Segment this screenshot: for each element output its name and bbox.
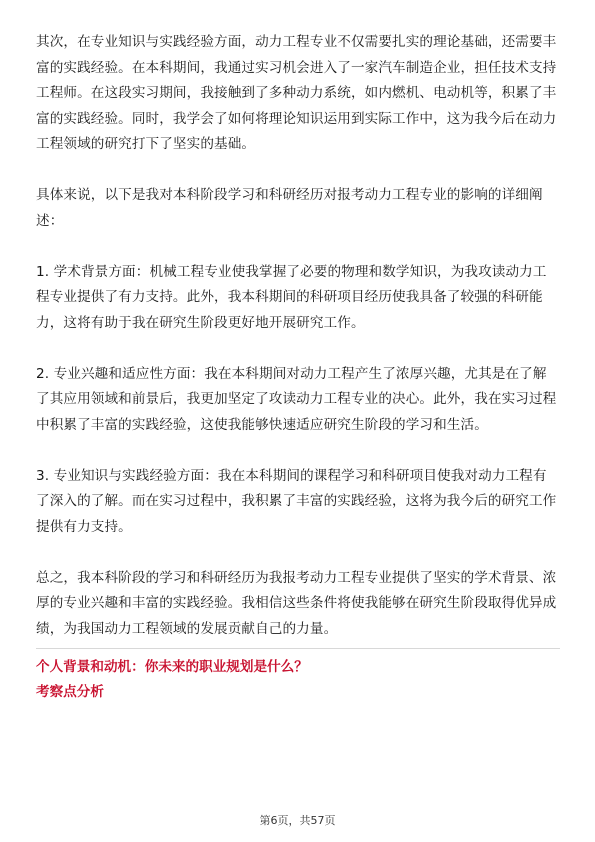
paragraph-spacer xyxy=(36,158,560,184)
paragraph-intro-details: 具体来说，以下是我对本科阶段学习和科研经历对报考动力工程专业的影响的详细阐述： xyxy=(36,187,543,229)
paragraph-academic-background: 1. 学术背景方面：机械工程专业使我掌握了必要的物理和数学知识，为我攻读动力工程专业提供了有力支持。此外，我本科期间的科研项目经历使我具备了较强的科研能力，这将有助于我在研究生阶段更好地开展研究工作。 xyxy=(36,263,547,331)
paragraph-conclusion: 总之，我本科阶段的学习和科研经历为我报考动力工程专业提供了坚实的学术背景、浓厚的专业兴趣和丰富的实践经验。我相信这些条件将使我能够在研究生阶段取得优异成绩，为我国动力工程领域的发展贡献自己的力量。 xyxy=(36,569,557,637)
paragraph-spacer xyxy=(36,234,560,260)
section-divider xyxy=(36,648,560,649)
paragraph-spacer xyxy=(36,540,560,566)
question-heading: 个人背景和动机：你未来的职业规划是什么？ xyxy=(36,659,308,675)
paragraph-interest-adaptability: 2. 专业兴趣和适应性方面：我在本科期间对动力工程产生了浓厚兴趣，尤其是在了解了其应用领域和前景后，我更加坚定了攻读动力工程专业的决心。此外，我在实习过程中积累了丰富的实践经验，这使我能够快速适应研究生阶段的学习和生活。 xyxy=(36,365,557,433)
paragraph-spacer xyxy=(36,438,560,464)
paragraph-practical-experience: 其次，在专业知识与实践经验方面，动力工程专业不仅需要扎实的理论基础，还需要丰富的实践经验。在本科期间，我通过实习机会进入了一家汽车制造企业，担任技术支持工程师。在这段实习期间，我接触到了多种动力系统，如内燃机、电动机等，积累了丰富的实践经验。同时，我学会了如何将理论知识运用到实际工作中，这为我今后在动力工程领域的研究打下了坚实的基础。 xyxy=(36,34,557,152)
document-body xyxy=(36,30,560,705)
page-number: 第6页，共57页 xyxy=(259,814,336,827)
analysis-subheading: 考察点分析 xyxy=(36,684,104,700)
paragraph-spacer xyxy=(36,336,560,362)
paragraph-knowledge-practice: 3. 专业知识与实践经验方面：我在本科期间的课程学习和科研项目使我对动力工程有了深入的了解。而在实习过程中，我积累了丰富的实践经验，这将为我今后的研究工作提供有力支持。 xyxy=(36,467,557,535)
